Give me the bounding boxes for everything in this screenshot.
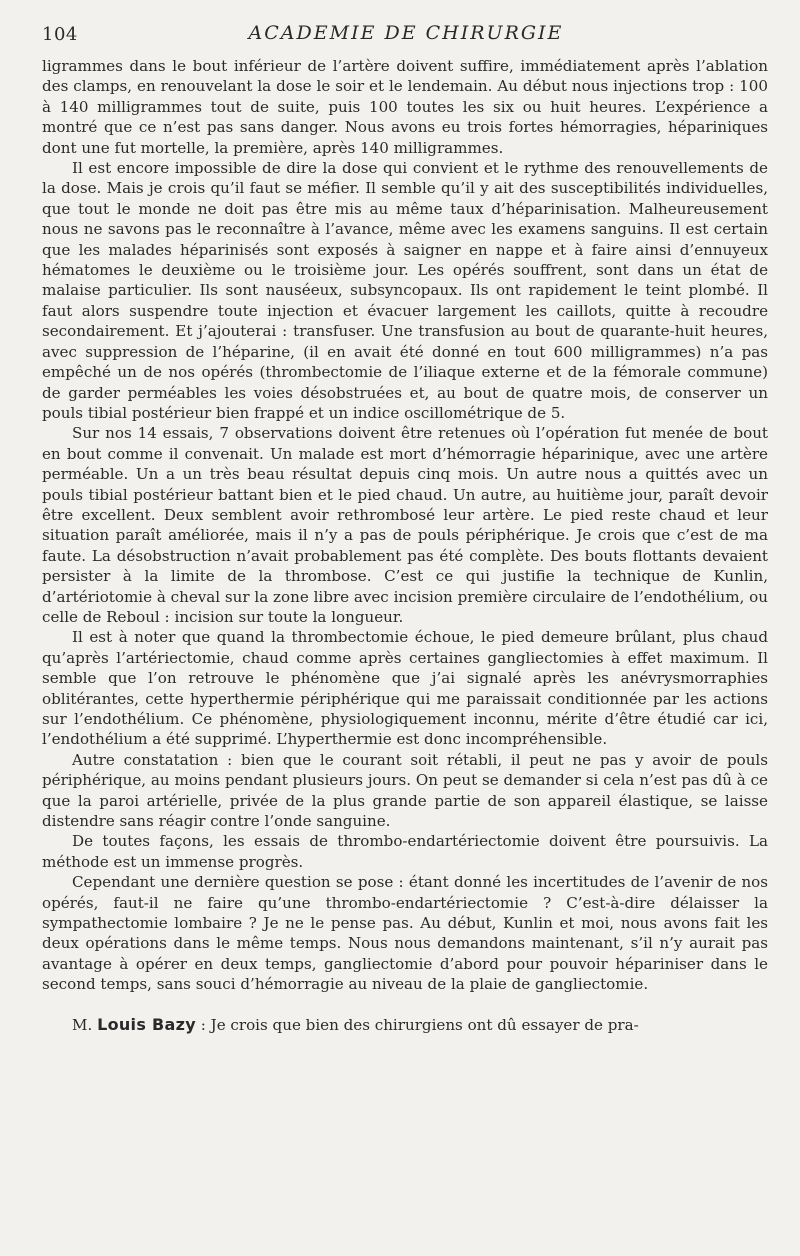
body-text [42,56,768,1035]
speaker-paragraph [42,1015,768,1035]
speaker-title: M. [72,1015,93,1034]
paragraph: De toutes façons, les essais de thrombo-endartériectomie doivent être poursuivis. La méthode est un immense progrès. [42,832,768,871]
journal-title: ACADEMIE DE CHIRURGIE [248,22,564,44]
speaker-name: Louis Bazy [97,1014,196,1034]
page-number: 104 [42,24,78,45]
paragraph: Il est encore impossible de dire la dose qui convient et le rythme des renouvellements de la dose. Mais je crois qu’il faut se méfier. Il semble qu’il y ait des susceptibilités individuelles, que tout le monde ne doit pas être mis au même taux d’héparinisation. Malheureusement nous ne savons pas le reconnaître à l’avance, même avec les examens sanguins. Il est certain que les malades héparinisés sont exposés à saigner en nappe et à faire ainsi d’ennuyeux hématomes le deuxième ou le troisième jour. Les opérés souffrent, sont dans un état de malaise particulier. Ils sont nauséeux, subsyncopaux. Ils ont rapidement le teint plombé. Il faut alors suspendre toute injection et évacuer largement les caillots, quitte à recoudre secondairement. Et j’ajouterai : transfuser. Une transfusion au bout de quarante-huit heures, avec suppression de l’héparine, (il en avait été donné en tout 600 milligrammes) n’a pas empêché un de nos opérés (thrombectomie de l’iliaque externe et de la fémorale commune) de garder perméables les voies désobstruées et, au bout de quatre mois, de conserver un pouls tibial postérieur bien frappé et un indice oscillométrique de 5. [42,159,768,422]
running-header [42,18,770,48]
paragraph: Autre constatation : bien que le courant soit rétabli, il peut ne pas y avoir de pouls périphérique, au moins pendant plusieurs jours. On peut se demander si cela n’est pas dû à ce que la paroi artérielle, privée de la plus grande partie de son appareil élastique, se laisse distendre sans réagir contre l’onde sanguine. [42,750,768,831]
paragraph: Sur nos 14 essais, 7 observations doivent être retenues où l’opération fut menée de bout en bout comme il convenait. Un malade est mort d’hémorragie héparinique, avec une artère perméable. Un a un très beau résultat depuis cinq mois. Un autre nous a quittés avec un pouls tibial postérieur battant bien et le pied chaud. Un autre, au huitième jour, paraît devoir être excellent. Deux semblent avoir rethrombosé leur artère. Le pied reste chaud et leur situation paraît améliorée, mais il n’y a pas de pouls périphérique. Je crois que c’est de ma faute. La désobstruction n’avait probablement pas été complète. Des bouts flottants devaient persister à la limite de la thrombose. C’est ce qui justifie la technique de Kunlin, d’artériotomie à cheval sur la zone libre avec incision première circulaire de l’endothélium, ou celle de Reboul : incision sur toute la longueur. [42,424,768,626]
paragraph: Cependant une dernière question se pose : étant donné les incertitudes de l’avenir de nos opérés, faut-il ne faire qu’une thrombo-endartériectomie ? C’est-à-dire délaisser la sympathectomie lombaire ? Je ne le pense pas. Au début, Kunlin et moi, nous avons fait les deux opérations dans le même temps. Nous nous demandons maintenant, s’il n’y aurait pas avantage à opérer en deux temps, gangliectomie d’abord pour pouvoir hépariniser dans le second temps, sans souci d’hémorragie au niveau de la plaie de gangliectomie. [42,873,768,994]
speaker-text: : Je crois que bien des chirurgiens ont dû essayer de pra- [195,1015,639,1034]
paragraph: ligrammes dans le bout inférieur de l’artère doivent suffire, immédiatement après l’ablation des clamps, en renouvelant la dose le soir et le lendemain. Au début nous injections trop : 100 à 140 milligrammes tout de suite, puis 100 toutes les six ou huit heures. L’expérience a montré que ce n’est pas sans danger. Nous avons eu trois fortes hémorragies, hépariniques dont une fut mortelle, la première, après 140 milligrammes. [42,57,768,157]
paragraph: Il est à noter que quand la thrombectomie échoue, le pied demeure brûlant, plus chaud qu’après l’artériectomie, chaud comme après certaines gangliectomies à effet maximum. Il semble que l’on retrouve le phénomène que j’ai signalé après les anévrysmorraphies oblitérantes, cette hyperthermie périphérique qui me paraissait conditionnée par les actions sur l’endothélium. Ce phénomène, physiologiquement inconnu, mérite d’être étudié car ici, l’endothélium a été supprimé. L’hyperthermie est donc incompréhensible. [42,628,768,749]
